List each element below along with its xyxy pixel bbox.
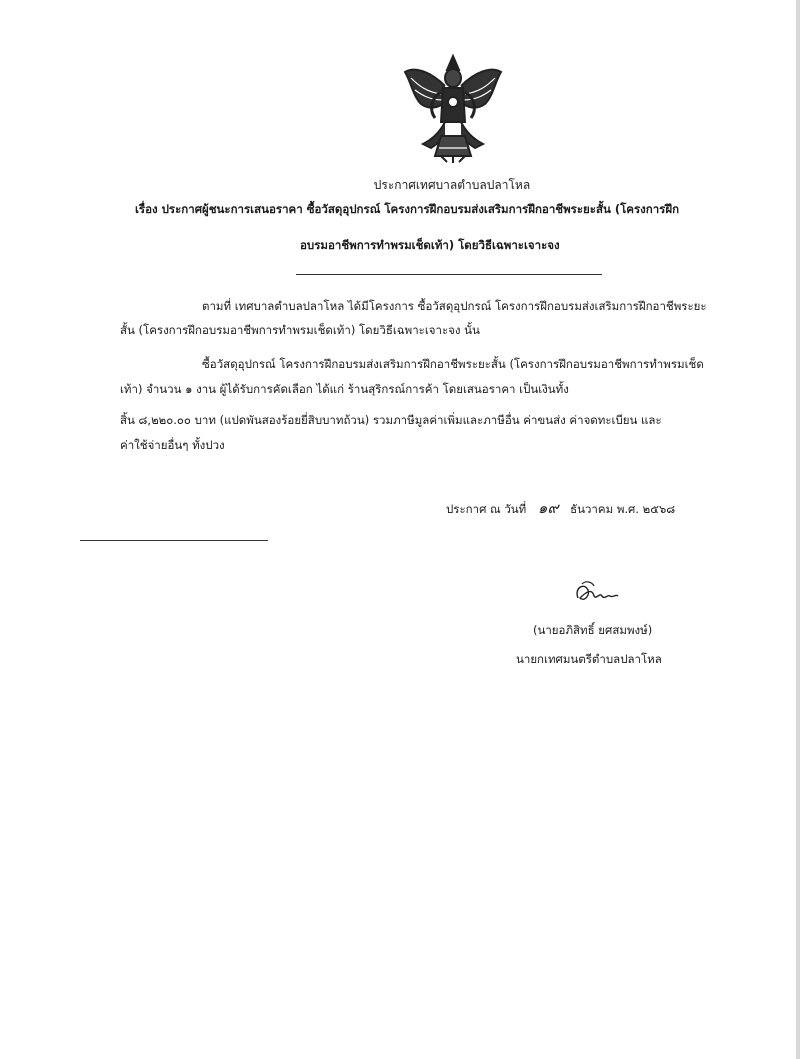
signer-title: นายกเทศมนตรีตำบลปลาโหล	[516, 652, 662, 666]
garuda-emblem-icon	[401, 52, 505, 164]
announce-prefix: ประกาศ ณ วันที่	[446, 502, 527, 516]
announce-day: ๑๙	[537, 499, 559, 517]
paragraph-1-line-2: สั้น (โครงการฝึกอบรมอาชีพการทำพรมเช็ดเท้า) โดยวิธีเฉพาะเจาะจง นั้น	[120, 323, 480, 337]
paragraph-2-line-3: สิ้น ๘,๒๒๐.๐๐ บาท (แปดพันสองร้อยยี่สิบบาทถ้วน) รวมภาษีมูลค่าเพิ่มและภาษีอื่น ค่าขนส่ง ค่าจดทะเบียน และ	[120, 413, 662, 427]
paragraph-2-line-1: ซื้อวัสดุอุปกรณ์ โครงการฝึกอบรมส่งเสริมการฝึกอาชีพระยะสั้น (โครงการฝึกอบรมอาชีพการทำพรมเช็ด	[202, 357, 704, 371]
divider	[296, 274, 602, 275]
subject-line-1: เรื่อง ประกาศผู้ชนะการเสนอราคา ซื้อวัสดุอุปกรณ์ โครงการฝึกอบรมส่งเสริมการฝึกอาชีพระยะสั้น (โครงการฝึก	[135, 202, 680, 216]
paragraph-2-line-4: ค่าใช้จ่ายอื่นๆ ทั้งปวง	[120, 438, 225, 452]
paragraph-1-line-1: ตามที่ เทศบาลตำบลปลาโหล ได้มีโครงการ ซื้อวัสดุอุปกรณ์ โครงการฝึกอบรมส่งเสริมการฝึกอาชีพระยะ	[202, 299, 707, 313]
scan-edge	[796, 0, 800, 1059]
handwritten-signature	[572, 578, 622, 608]
subject-line-2: อบรมอาชีพการทำพรมเช็ดเท้า) โดยวิธีเฉพาะเจาะจง	[300, 238, 560, 252]
signer-name: (นายอภิสิทธิ์ ยศสมพงษ์)	[533, 623, 653, 637]
announcement-date	[446, 500, 675, 517]
paragraph-2-line-2: เท้า) จำนวน ๑ งาน ผู้ได้รับการคัดเลือก ได้แก่ ร้านสุริกรณ์การค้า โดยเสนอราคา เป็นเงินทั้ง	[120, 382, 569, 396]
document-title: ประกาศเทศบาลตำบลปลาโหล	[373, 178, 531, 192]
announce-suffix: ธันวาคม พ.ศ. ๒๕๖๘	[570, 502, 676, 516]
left-margin-line	[80, 540, 268, 541]
